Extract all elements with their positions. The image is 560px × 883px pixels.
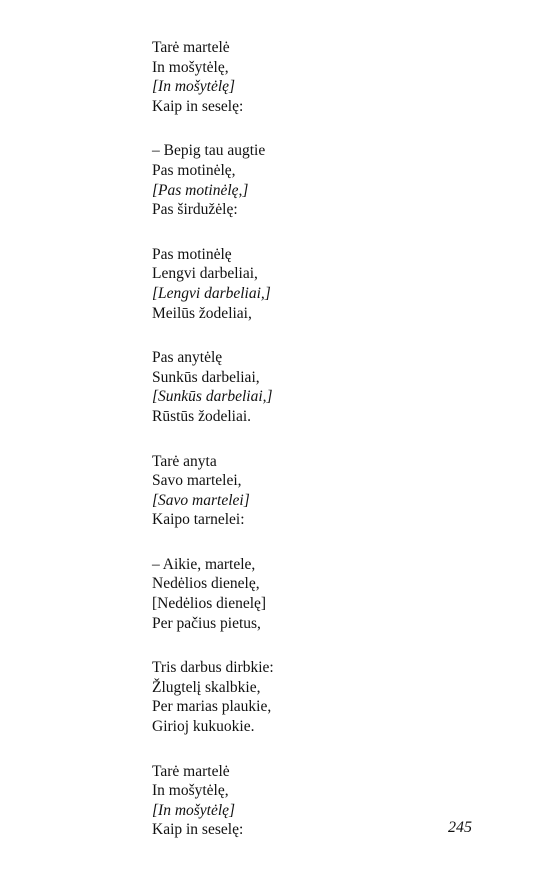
poem-line: Pas motinėlę, xyxy=(152,161,236,179)
poem-line: [Sunkūs darbeliai,] xyxy=(152,388,273,406)
poem-stanza xyxy=(152,348,512,426)
poem-line: Tarė anyta xyxy=(152,452,217,470)
poem-line: Tarė martelė xyxy=(152,762,230,780)
poem-stanza xyxy=(152,245,512,323)
poem-line: Kaip in seselę: xyxy=(152,97,244,115)
poem-line: [Savo martelei] xyxy=(152,491,250,509)
poem-line: Pas širdužėlę: xyxy=(152,201,238,219)
poem-stanza xyxy=(152,452,512,530)
poem-line: Sunkūs darbeliai, xyxy=(152,368,260,386)
poem-line: – Bepig tau augtie xyxy=(152,142,266,160)
poem-line: Pas motinėlę xyxy=(152,245,232,263)
poem-line: In mošytėlę, xyxy=(152,782,229,800)
poem-stanza xyxy=(152,658,512,736)
poem-line: [In mošytėlę] xyxy=(152,801,236,819)
poem-line: Žlugtelį skalbkie, xyxy=(152,678,261,696)
poem-line: Nedėlios dienelę, xyxy=(152,575,260,593)
poem-line: Per pačius pietus, xyxy=(152,614,261,632)
poem-line: – Aikie, martele, xyxy=(152,555,256,573)
poem-stanza xyxy=(152,555,512,633)
poem-line: Kaip in seselę: xyxy=(152,821,244,839)
poem-line: [Lengvi darbeliai,] xyxy=(152,284,271,302)
poem-line: Tarė martelė xyxy=(152,39,230,56)
poem-text xyxy=(152,38,512,865)
poem-line: Savo martelei, xyxy=(152,472,242,490)
poem-line: Girioj kukuokie. xyxy=(152,718,255,736)
poem-line: Lengvi darbeliai, xyxy=(152,265,258,283)
poem-stanza xyxy=(152,141,512,219)
poem-line: [Nedėlios dienelę] xyxy=(152,595,267,613)
poem-line: In mošytėlę, xyxy=(152,58,229,76)
poem-line: [Pas motinėlę,] xyxy=(152,181,249,199)
poem-line: Pas anytėlę xyxy=(152,349,223,367)
poem-line: [In mošytėlę] xyxy=(152,78,236,96)
poem-line: Per marias plaukie, xyxy=(152,698,272,716)
poem-line: Rūstūs žodeliai. xyxy=(152,407,252,425)
poem-line: Meilūs žodeliai, xyxy=(152,304,252,322)
poem-stanza xyxy=(152,38,512,116)
poem-line: Kaipo tarnelei: xyxy=(152,511,245,529)
poem-line: Tris darbus dirbkie: xyxy=(152,659,274,677)
page-number: 245 xyxy=(448,819,472,836)
